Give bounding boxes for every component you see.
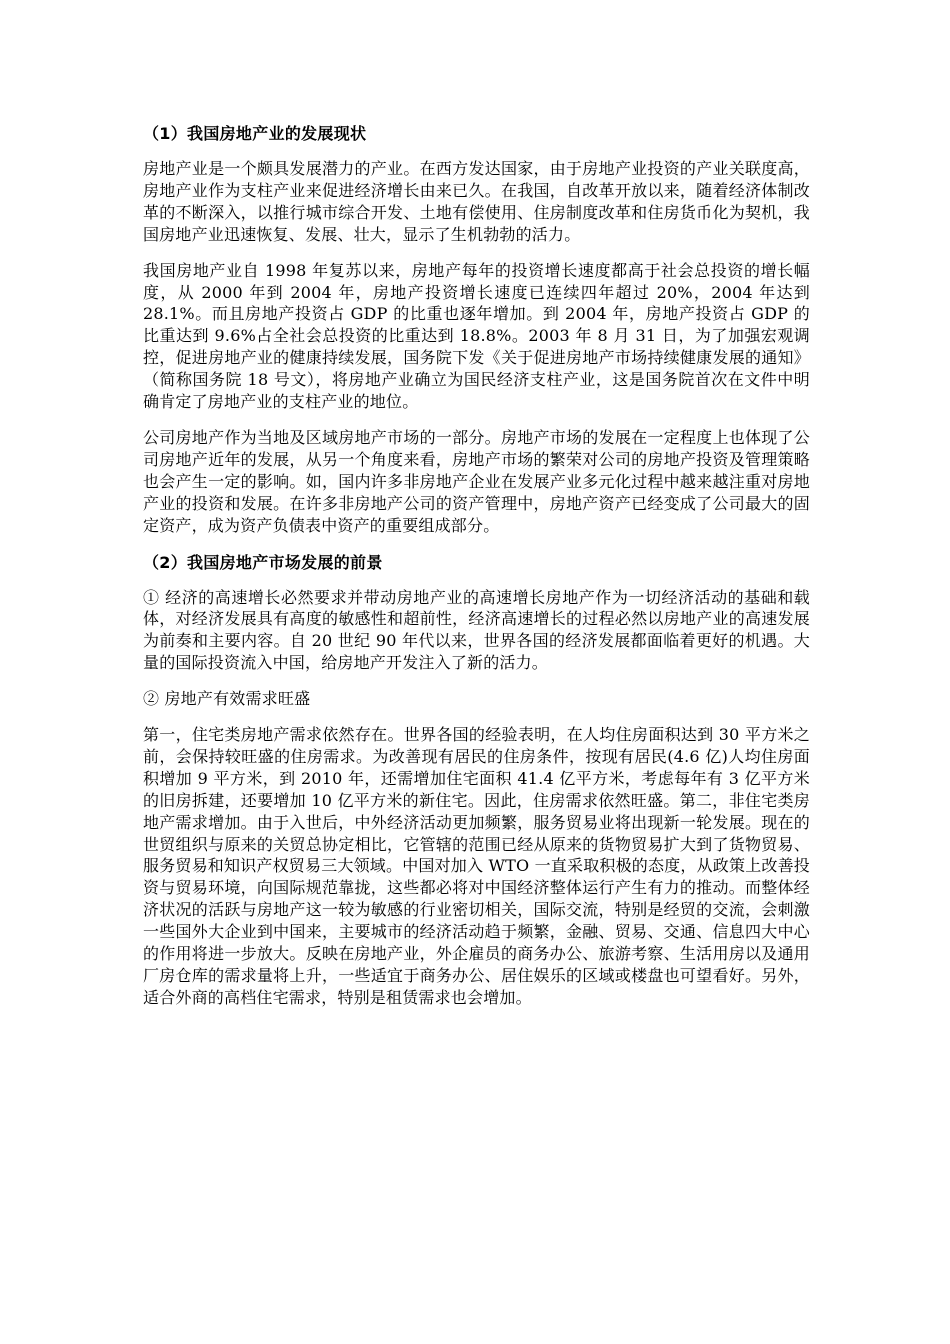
section-1-paragraph-1: 房地产业是一个颇具发展潜力的产业。在西方发达国家，由于房地产业投资的产业关联度高，房地产业作为支柱产业来促进经济增长由来已久。在我国，自改革开放以来，随着经济体制改革的不断深入，以推行城市综合开发、土地有偿使用、住房制度改革和住房货币化为契机，我国房地产业迅速恢复、发展、壮大，显示了生机勃勃的活力。	[143, 159, 810, 244]
section-2-paragraph-2: ② 房地产有效需求旺盛	[143, 689, 311, 709]
section-1-paragraph-2: 我国房地产业自 1998 年复苏以来，房地产每年的投资增长速度都高于社会总投资的增长幅度，从 2000 年到 2004 年，房地产投资增长速度已连续四年超过 20%，2004 年达到 28.1%。而且房地产投资占 GDP 的比重也逐年增加。到 2004 年，房地产投资占 GDP 的比重达到 9.6%占全社会总投资的比重达到 18.8%。2003 年 8 月 31 日，为了加强宏观调控，促进房地产业的健康持续发展，国务院下发《关于促进房地产市场持续健康发展的通知》（简称国务院 18 号文），将房地产业确立为国民经济支柱产业，这是国务院首次在文件中明确肯定了房地产业的支柱产业的地位。	[143, 260, 810, 412]
section-2-heading: （2）我国房地产市场发展的前景	[143, 552, 383, 572]
section-1-paragraph-3: 公司房地产作为当地及区域房地产市场的一部分。房地产市场的发展在一定程度上也体现了公司房地产近年的发展，从另一个角度来看，房地产市场的繁荣对公司的房地产投资及管理策略也会产生一定的影响。如，国内许多非房地产企业在发展产业多元化过程中越来越注重对房地产业的投资和发展。在许多非房地产公司的资产管理中，房地产资产已经变成了公司最大的固定资产，成为资产负债表中资产的重要组成部分。	[143, 427, 810, 535]
section-2-paragraph-1: ① 经济的高速增长必然要求并带动房地产业的高速增长房地产作为一切经济活动的基础和载体，对经济发展具有高度的敏感性和超前性，经济高速增长的过程必然以房地产业的高速发展为前奏和主要内容。自 20 世纪 90 年代以来，世界各国的经济发展都面临着更好的机遇。大量的国际投资流入中国，给房地产开发注入了新的活力。	[143, 587, 810, 673]
document-page	[143, 122, 810, 1023]
section-2-paragraph-3: 第一，住宅类房地产需求依然存在。世界各国的经验表明，在人均住房面积达到 30 平方米之前，会保持较旺盛的住房需求。为改善现有居民的住房条件，按现有居民(4.6 亿)人均住房面积增加 9 平方米，到 2010 年，还需增加住宅面积 41.4 亿平方米，考虑每年有 3 亿平方米的旧房拆建，还要增加 10 亿平方米的新住宅。因此，住房需求依然旺盛。第二，非住宅类房地产需求增加。由于入世后，中外经济活动更加频繁，服务贸易业将出现新一轮发展。现在的世贸组织与原来的关贸总协定相比，它管辖的范围已经从原来的货物贸易扩大到了货物贸易、服务贸易和知识产权贸易三大领域。中国对加入 WTO 一直采取积极的态度，从政策上改善投资与贸易环境，向国际规范靠拢，这些都必将对中国经济整体运行产生有力的推动。而整体经济状况的活跃与房地产这一较为敏感的行业密切相关，国际交流，特别是经贸的交流，会刺激一些国外大企业到中国来，主要城市的经济活动趋于频繁，金融、贸易、交通、信息四大中心的作用将进一步放大。反映在房地产业，外企雇员的商务办公、旅游考察、生活用房以及通用厂房仓库的需求量将上升，一些适宜于商务办公、居住娱乐的区域或楼盘也可望看好。另外，适合外商的高档住宅需求，特别是租赁需求也会增加。	[143, 725, 811, 1007]
section-1-heading: （1）我国房地产业的发展现状	[143, 124, 367, 143]
